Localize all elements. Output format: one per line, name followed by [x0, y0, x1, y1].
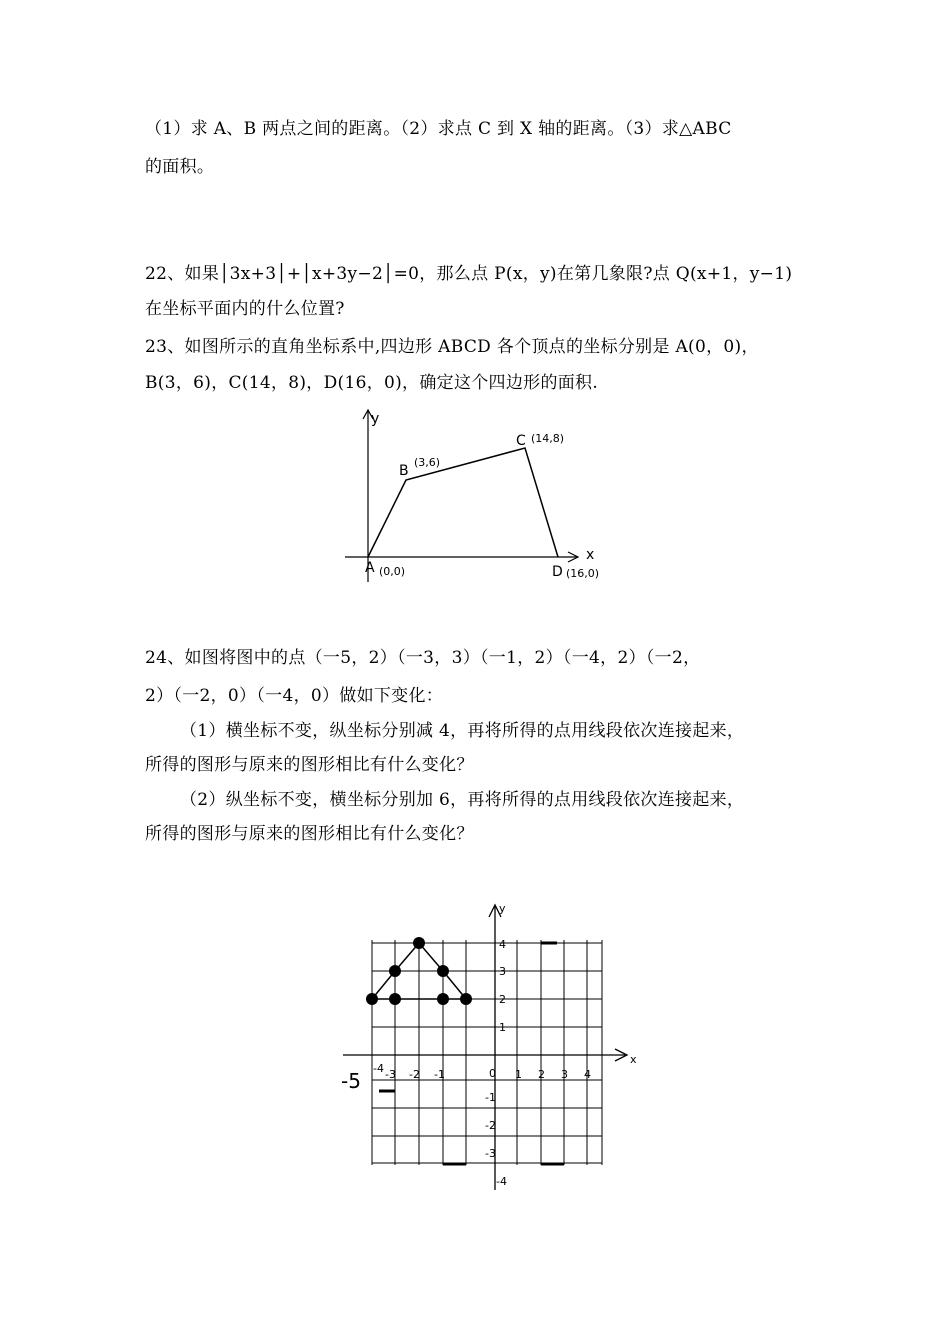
q21-line1: （1）求 A、B 两点之间的距离。（2）求点 C 到 X 轴的距离。（3）求△ABC	[145, 119, 732, 139]
y-tick: -4	[496, 1175, 507, 1188]
point-dot	[437, 993, 449, 1005]
q23-line2: B(3，6)，C(14，8)，D(16，0)，确定这个四边形的面积.	[145, 373, 599, 393]
y-axis-label: y	[371, 411, 380, 427]
x-tick: 1	[515, 1068, 522, 1081]
axis-tick-labels	[373, 938, 591, 1188]
q24-part2-line1: （2）纵坐标不变，横坐标分别加 6，再将所得的点用线段依次连接起来，	[180, 790, 745, 810]
y-tick: 1	[499, 1021, 506, 1034]
x-axis-label: x	[586, 547, 595, 563]
y-tick: 2	[499, 993, 506, 1006]
vertex-d-label: D	[552, 564, 563, 580]
y-tick: -2	[485, 1119, 496, 1132]
x-tick: -3	[385, 1068, 396, 1081]
quadrilateral-abcd	[368, 448, 558, 557]
x-tick: -2	[409, 1068, 420, 1081]
point-dot	[389, 993, 401, 1005]
point-dot	[366, 993, 378, 1005]
x-tick: -1	[434, 1068, 445, 1081]
vertex-a-coord: (0,0)	[379, 565, 406, 578]
quadrilateral-figure	[330, 400, 620, 590]
q24-part1-line1: （1）横坐标不变，纵坐标分别减 4，再将所得的点用线段依次连接起来，	[180, 721, 745, 741]
x-tick: 2	[538, 1068, 545, 1081]
y-tick: -3	[485, 1147, 496, 1160]
vertex-c-coord: (14,8)	[531, 432, 565, 445]
x-tick: -4	[373, 1062, 384, 1075]
vertex-b-label: B	[399, 463, 409, 479]
vertex-a-label: A	[365, 560, 375, 576]
thick-segments	[379, 943, 564, 1164]
q24-part1-line2: 所得的图形与原来的图形相比有什么变化？	[145, 755, 474, 775]
q24-line1: 24、如图将图中的点（一5，2）（一3，3）（一1，2）（一4，2）（一2，	[145, 648, 701, 668]
y-axis-label: y	[499, 902, 506, 915]
point-dot	[389, 965, 401, 977]
y-tick: -1	[485, 1091, 496, 1104]
q24-part2-line2: 所得的图形与原来的图形相比有什么变化？	[145, 824, 474, 844]
point-dot	[413, 937, 425, 949]
y-tick: 3	[499, 965, 506, 978]
q22-line1: 22、如果│3x+3│+│x+3y−2│=0，那么点 P(x，y)在第几象限?点 Q(x+1，y−1)	[145, 264, 793, 284]
q22-line2: 在坐标平面内的什么位置?	[145, 299, 345, 319]
vertex-c-label: C	[516, 433, 526, 449]
point-dot	[437, 965, 449, 977]
origin-label: 0	[489, 1067, 496, 1080]
grid-figure	[335, 895, 645, 1195]
x-axis-label: x	[630, 1053, 637, 1066]
q23-line1: 23、如图所示的直角坐标系中,四边形 ABCD 各个顶点的坐标分别是 A(0，0)，	[145, 337, 759, 357]
y-tick: 4	[499, 938, 506, 951]
vertex-b-coord: (3,6)	[414, 456, 441, 469]
q21-line2: 的面积。	[145, 157, 215, 177]
x-tick: 4	[584, 1068, 591, 1081]
point-dot	[460, 993, 472, 1005]
q24-line2: 2）（一2，0）（一4，0）做如下变化：	[145, 686, 444, 706]
vertex-d-coord: (16,0)	[566, 567, 600, 580]
left-label: -5	[341, 1069, 361, 1093]
x-tick: 3	[561, 1068, 568, 1081]
